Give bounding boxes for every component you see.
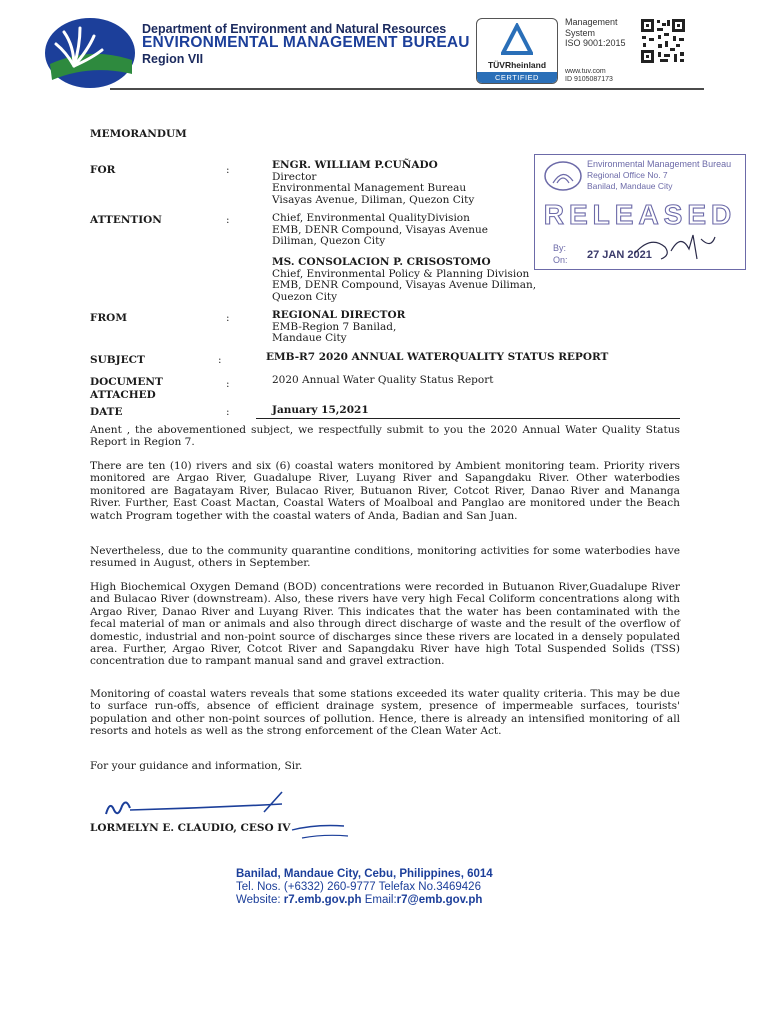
tuv-triangle-icon [501,23,533,57]
stamp-office-line-3: Banilad, Mandaue City [587,181,673,191]
paragraph-4: High Biochemical Oxygen Demand (BOD) concentrations were recorded in Butuanon River,Guadalupe River and Bulacao River (downstream). Also, these rivers have very high Fecal Coliform concentrations along with Argao River, Danao River and Luyang River. This indicates that the water has been contaminated with the fecal material of man or animals and also through direct discharge of waste and the result of the overflow of domestic, industrial and non-point source of discharges since these rivers are located in a densely populated area. Further, Argao River, Cotcot River and Sapangdaku River have high Total Suspended Solids (TSS) concentration due to rampant manual sand and gravel extraction. [90,581,680,668]
for-label: FOR [90,164,116,176]
document-value: 2020 Annual Water Quality Status Report [272,374,494,386]
paragraph-3: Nevertheless, due to the community quarantine conditions, monitoring activities for some waterbodies have resumed in August, others in September. [90,545,680,570]
from-label: FROM [90,312,127,324]
from-value: REGIONAL DIRECTOR EMB-Region 7 Banilad, Mandaue City [272,309,406,344]
memo-heading: MEMORANDUM [90,128,187,140]
stamp-on-label: On: [553,255,568,265]
email-link[interactable]: r7@emb.gov.ph [396,894,483,906]
qr-code-icon [640,18,686,64]
signatory-name: LORMELYN E. CLAUDIO, CESO IV [90,822,291,834]
date-colon: : [226,406,230,418]
tuv-certified-label: CERTIFIED [477,72,557,83]
region-name: Region VII [142,52,204,66]
attention-colon: : [226,214,230,226]
date-underline [256,418,680,419]
subject-colon: : [218,354,222,366]
website-link[interactable]: r7.emb.gov.ph [283,894,362,906]
paragraph-6: For your guidance and information, Sir. [90,760,303,772]
website-label: Website: [236,894,281,906]
subject-value: EMB-R7 2020 ANNUAL WATERQUALITY STATUS REPORT [266,351,609,363]
certification-info: www.tuv.com ID 9105087173 [565,68,613,83]
paragraph-1: Anent , the abovementioned subject, we respectfully submit to you the 2020 Annual Water Quality Status Report in Region 7. [90,424,680,449]
stamp-released-text: RELEASED [543,199,737,230]
from-colon: : [226,312,230,324]
management-system-label: Management System ISO 9001:2015 [565,17,626,48]
attention-value-1: Chief, Environmental QualityDivision EMB, DENR Compound, Visayas Avenue Diliman, Quezon City [272,212,488,247]
emb-stamp-logo-icon [543,159,583,193]
stamp-office-line-1: Environmental Management Bureau [587,159,732,169]
emb-logo [44,16,136,90]
subject-label: SUBJECT [90,354,145,366]
department-name: Department of Environment and Natural Resources [142,22,447,36]
attention-label: ATTENTION [90,214,162,226]
header-divider [110,88,704,90]
date-value: January 15,2021 [272,404,369,416]
stamp-initials-signature [631,229,721,263]
paragraph-2: There are ten (10) rivers and six (6) coastal waters monitored by Ambient monitoring team. Priority rivers monitored are Argao River, Guadalupe River, Luyang River and Sapangdaku River. Other waterbodies monitored are Bagatayam River, Bulacao River, Butuanon River, Cotcot River, Danao River and Mananga River. Further, East Coast Mactan, Coastal Waters of Moalboal and Panglao are monitored under the Beach watch Program together with the coastal waters of Anda, Badian and San Juan. [90,460,680,522]
document-attached-label: DOCUMENT ATTACHED [90,376,163,401]
for-colon: : [226,164,230,176]
footer-contact [236,894,482,907]
tuv-brand: TÜVRheinland [487,60,547,70]
attention-value-2: MS. CONSOLACION P. CRISOSTOMO Chief, Environmental Policy & Planning Division EMB, DENR Compound, Visayas Avenue Diliman, Quezon City [272,256,537,303]
tuv-certification-badge [476,18,558,84]
stamp-office-line-2: Regional Office No. 7 [587,170,668,180]
document-colon: : [226,378,230,390]
date-label: DATE [90,406,123,418]
email-label: Email: [364,894,397,906]
paragraph-5: Monitoring of coastal waters reveals that some stations exceeded its water quality criteria. This may be due to surface run-offs, absence of efficient drainage system, presence of impermeable surfaces, tourists' population and other non-point sources of pollution. Hence, there is already an intensified monitoring of all resorts and hotels as well as the strong enforcement of the Clean Water Act. [90,688,680,738]
for-value: ENGR. WILLIAM P.CUÑADO Director Environmental Management Bureau Visayas Avenue, Diliman, Quezon City [272,159,475,206]
stamp-date: 27 JAN 2021 [587,249,652,261]
bureau-name: ENVIRONMENTAL MANAGEMENT BUREAU [142,34,470,51]
released-stamp [534,154,746,270]
stamp-by-label: By: [553,243,567,253]
footer-address: Banilad, Mandaue City, Cebu, Philippines, 6014 [236,868,493,880]
footer-telephone: Tel. Nos. (+6332) 260-9777 Telefax No.3469426 [236,881,481,893]
